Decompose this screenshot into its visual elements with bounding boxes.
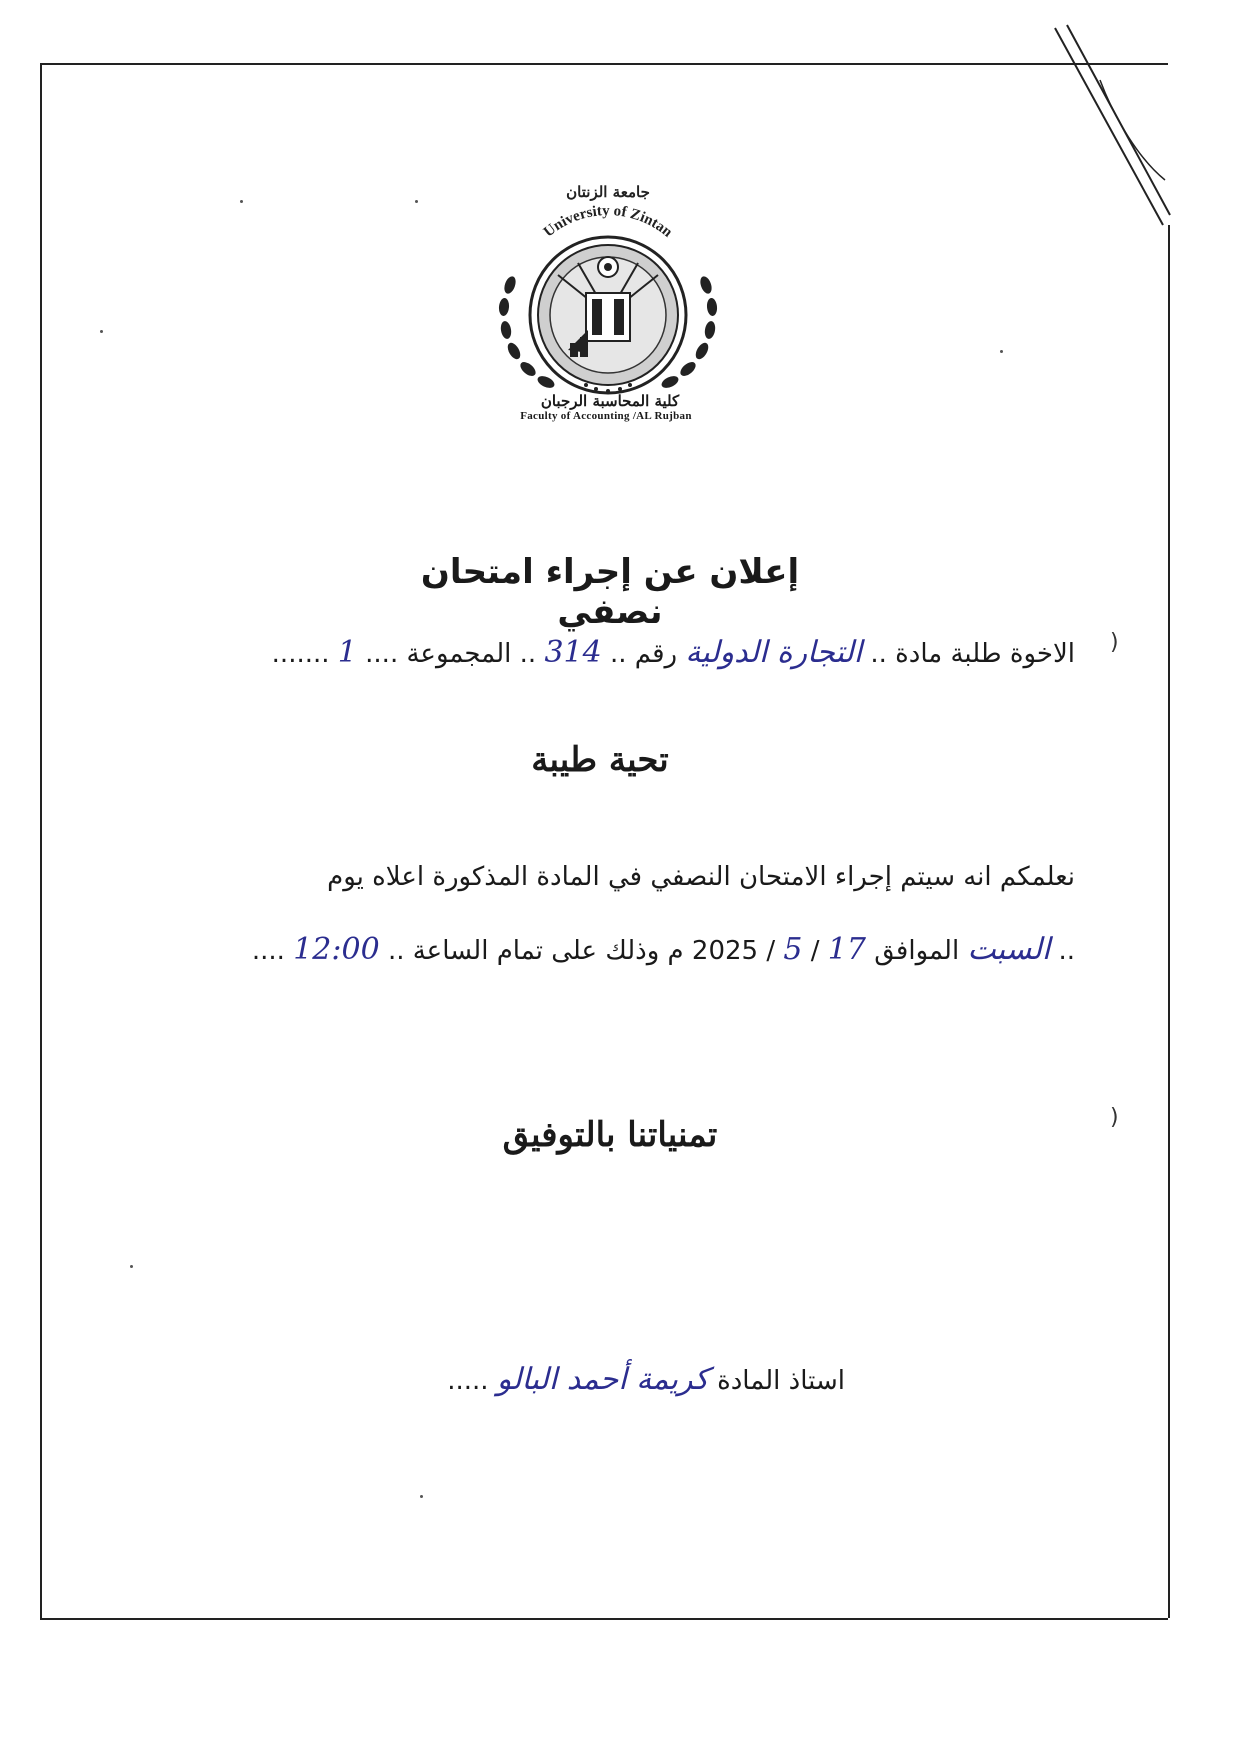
- margin-mark: ): [1110, 1105, 1119, 1130]
- date-time-line: .. السبت الموافق 2025 / 5 / 17 م وذلك على تمام الساعة .. 12:00 ....: [251, 932, 1075, 967]
- announcement-title: إعلان عن إجراء امتحان نصفي: [420, 552, 800, 632]
- students-prefix: الاخوة طلبة مادة: [895, 639, 1075, 669]
- group-label: المجموعة: [406, 639, 512, 669]
- students-line: الاخوة طلبة مادة .. التجارة الدولية رقم .. 314 .. المجموعة .... 1 .......: [271, 635, 1075, 670]
- svg-text:University of Zintan: University of Zintan: [540, 202, 676, 241]
- instructor-label: استاذ المادة: [717, 1366, 845, 1396]
- agreeing-label: الموافق: [874, 936, 960, 966]
- page-frame-right: [1168, 225, 1170, 1618]
- time-suffix: م وذلك على تمام الساعة: [412, 936, 684, 966]
- margin-mark: ): [1110, 630, 1119, 655]
- date-year: 2025: [691, 936, 759, 966]
- date-day: 17: [827, 932, 866, 967]
- notice-line: نعلمكم انه سيتم إجراء الامتحان النصفي في المادة المذكورة اعلاه يوم: [327, 862, 1075, 892]
- exam-time: 12:00: [293, 932, 380, 967]
- faculty-arabic-name: كلية المحاسبة الرجبان: [540, 392, 680, 410]
- faculty-english-name: Faculty of Accounting /AL Rujban: [520, 410, 692, 422]
- date-month: 5: [783, 932, 803, 967]
- course-number: 314: [544, 635, 602, 670]
- course-name: التجارة الدولية: [685, 635, 863, 670]
- number-label: رقم: [634, 639, 678, 669]
- exam-day: السبت: [967, 932, 1051, 967]
- folded-corner-lines: [1045, 20, 1175, 250]
- instructor-name: كريمة أحمد البالو: [496, 1362, 709, 1397]
- svg-text:جامعة الزنتان: جامعة الزنتان: [566, 183, 650, 201]
- closing-wishes: تمنياتنا بالتوفيق: [502, 1115, 718, 1155]
- group-number: 1: [337, 635, 357, 670]
- salutation: تحية طيبة: [531, 740, 669, 780]
- instructor-line: استاذ المادة كريمة أحمد البالو .....: [447, 1362, 845, 1397]
